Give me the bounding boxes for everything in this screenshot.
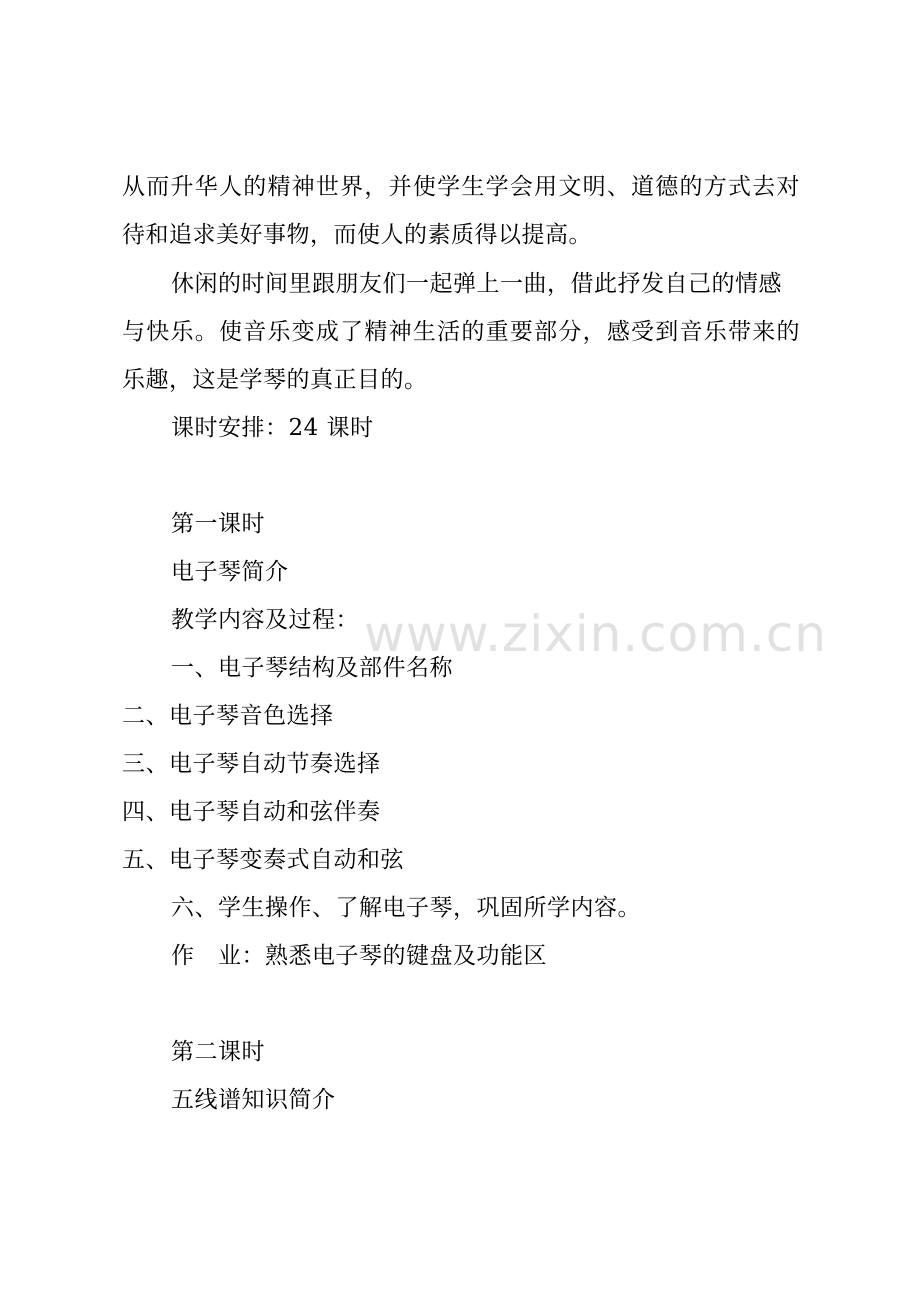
lesson1-content-heading: 教学内容及过程： xyxy=(171,607,359,633)
lesson1-item: 五、电子琴变奏式自动和弦 xyxy=(122,847,404,873)
lesson1-topic: 电子琴简介 xyxy=(171,559,289,585)
lesson2-title: 第二课时 xyxy=(171,1039,265,1065)
lesson1-item: 三、电子琴自动节奏选择 xyxy=(122,751,381,777)
lesson1-title: 第一课时 xyxy=(171,511,265,537)
paragraph-line: 与快乐。使音乐变成了精神生活的重要部分，感受到音乐带来的 xyxy=(122,319,800,345)
lesson1-item: 四、电子琴自动和弦伴奏 xyxy=(122,799,381,825)
paragraph-line: 从而升华人的精神世界，并使学生学会用文明、道德的方式去对 xyxy=(122,174,800,200)
lesson1-item: 一、电子琴结构及部件名称 xyxy=(171,655,453,681)
paragraph-line: 乐趣，这是学琴的真正目的。 xyxy=(122,367,428,393)
schedule-line: 课时安排：24 课时 xyxy=(171,415,374,441)
lesson2-topic: 五线谱知识简介 xyxy=(171,1087,336,1113)
paragraph-line: 待和追求美好事物，而使人的素质得以提高。 xyxy=(122,222,592,248)
paragraph-line: 休闲的时间里跟朋友们一起弹上一曲，借此抒发自己的情感 xyxy=(171,271,782,297)
lesson1-homework: 作 业：熟悉电子琴的键盘及功能区 xyxy=(171,943,547,969)
watermark: www.zixin.com.cn xyxy=(364,605,828,663)
lesson1-item: 二、电子琴音色选择 xyxy=(122,703,334,729)
lesson1-item: 六、学生操作、了解电子琴，巩固所学内容。 xyxy=(171,895,641,921)
